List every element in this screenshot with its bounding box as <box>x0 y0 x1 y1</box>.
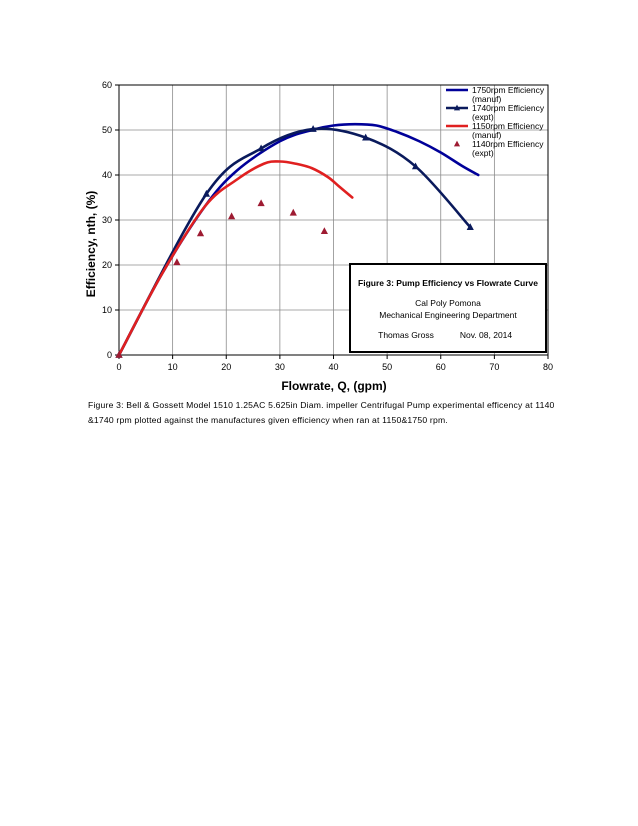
series-4 <box>115 199 328 357</box>
y-tick-label: 0 <box>106 350 112 360</box>
legend-label-cont: (expt) <box>472 148 494 158</box>
y-tick-label: 10 <box>101 305 112 315</box>
y-tick-label: 50 <box>101 125 112 135</box>
info-box-date: Nov. 08, 2014 <box>459 330 513 340</box>
x-tick-label: 60 <box>435 362 446 372</box>
figure-caption: Figure 3: Bell & Gossett Model 1510 1.25AC 5.625in Diam. impeller Centrifugal Pump experimental efficency at 1140 &1740 rpm plotted against the manufactures given efficiency when ran at 1150&1750 rpm. <box>88 400 555 425</box>
legend <box>446 85 545 158</box>
series-3 <box>119 161 352 355</box>
legend-label: 1150rpm Efficiency <box>472 121 544 131</box>
data-point <box>173 258 180 265</box>
x-tick-label: 80 <box>542 362 554 372</box>
info-box-line2: Mechanical Engineering Department <box>379 310 517 320</box>
info-box <box>350 264 546 352</box>
legend-label: 1740rpm Efficiency <box>472 103 545 113</box>
legend-label-cont: (expt) <box>472 112 494 122</box>
legend-label: 1140rpm Efficiency <box>472 139 544 149</box>
info-box-line1: Cal Poly Pomona <box>415 298 481 308</box>
legend-marker <box>454 141 460 147</box>
y-tick-label: 30 <box>101 215 112 225</box>
y-tick-label: 60 <box>101 80 112 90</box>
legend-item <box>446 103 545 122</box>
info-box-author: Thomas Gross <box>378 330 434 340</box>
legend-item <box>446 121 544 140</box>
data-point <box>321 227 328 234</box>
y-axis-title: Efficiency, nth, (%) <box>84 190 98 298</box>
info-box-title: Figure 3: Pump Efficiency vs Flowrate Curve <box>358 278 538 288</box>
legend-item <box>446 85 545 104</box>
x-tick-label: 70 <box>489 362 500 372</box>
x-tick-label: 30 <box>274 362 285 372</box>
y-tick-label: 20 <box>101 260 112 270</box>
data-point <box>197 230 204 237</box>
x-tick-label: 50 <box>382 362 393 372</box>
legend-item <box>454 139 544 158</box>
x-tick-label: 20 <box>221 362 232 372</box>
legend-label: 1750rpm Efficiency <box>472 85 545 95</box>
legend-label-cont: (manuf) <box>472 94 502 104</box>
data-point <box>258 199 265 206</box>
y-tick-label: 40 <box>101 170 112 180</box>
legend-label-cont: (manuf) <box>472 130 502 140</box>
x-tick-label: 40 <box>328 362 339 372</box>
x-tick-label: 10 <box>167 362 178 372</box>
series-line <box>119 161 352 355</box>
data-point <box>228 212 235 219</box>
x-tick-label: 0 <box>116 362 122 372</box>
x-axis-title: Flowrate, Q, (gpm) <box>281 379 387 393</box>
data-point <box>290 209 297 216</box>
